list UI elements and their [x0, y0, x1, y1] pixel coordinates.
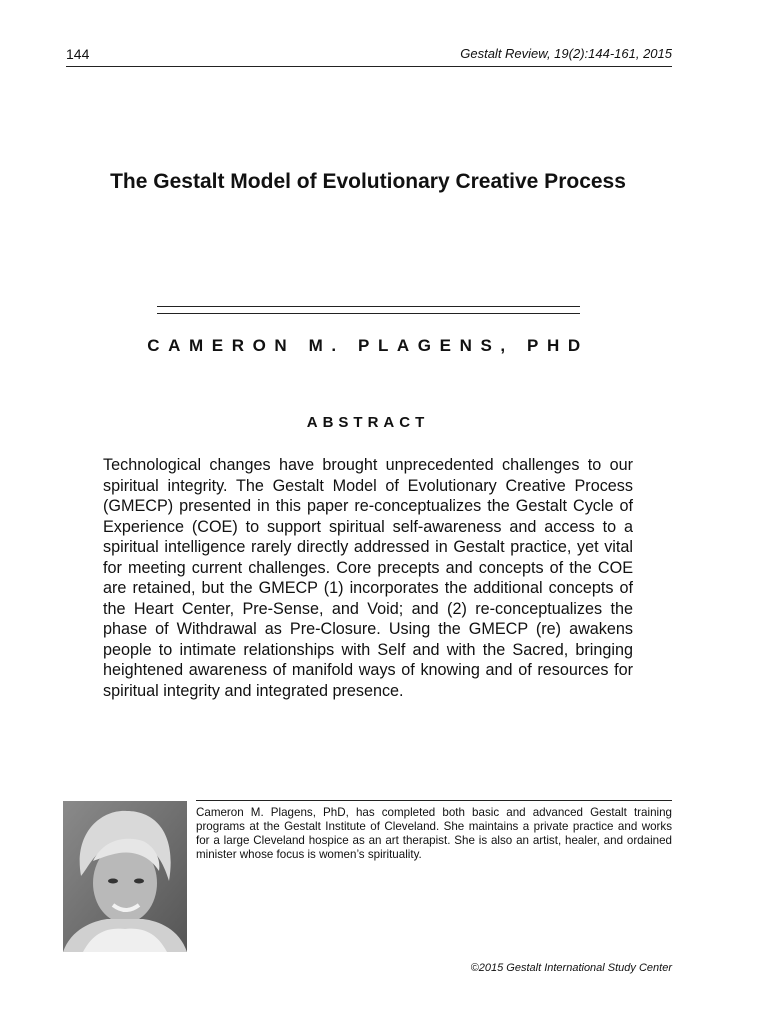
author-bio: Cameron M. Plagens, PhD, has completed both basic and advanced Gestalt training programs at the Gestalt Institute of Cleveland. She maintains a private practice and works for a large Cleveland hospice as an art therapist. She is also an artist, healer, and ordained minister whose focus is women’s spirituality. — [196, 806, 672, 861]
copyright-notice: ©2015 Gestalt International Study Center — [470, 962, 672, 974]
title-divider-top — [157, 306, 580, 307]
author-photo — [63, 801, 187, 952]
author-name: CAMERON M. PLAGENS, PHD — [147, 336, 589, 355]
abstract-heading: ABSTRACT — [306, 414, 430, 431]
page-number: 144 — [66, 46, 90, 62]
bio-divider — [196, 800, 672, 801]
title-divider-bottom — [157, 313, 580, 314]
running-header — [66, 44, 672, 67]
journal-reference: Gestalt Review, 19(2):144-161, 2015 — [460, 46, 672, 61]
abstract-text: Technological changes have brought unprecedented challenges to our spiritual integrity. The Gestalt Model of Evolutionary Creative Process (GMECP) presented in this paper re-conceptualizes the Gestalt Cycle of Experience (COE) to support spiritual self-awareness and access to a spiritual intelligence rarely directly addressed in Gestalt practice, yet vital for meeting current challenges. Core precepts and concepts of the COE are retained, but the GMECP (1) incorporates the additional concepts of the Heart Center, Pre-Sense, and Void; and (2) re-conceptualizes the phase of Withdrawal as Pre-Closure. Using the GMECP (re) awakens people to intimate relationships with Self and with the Sacred, bringing heightened awareness of manifold ways of knowing and of resources for spiritual integrity and integrated presence. — [103, 456, 633, 700]
article-title: The Gestalt Model of Evolutionary Creative Process — [110, 170, 626, 193]
